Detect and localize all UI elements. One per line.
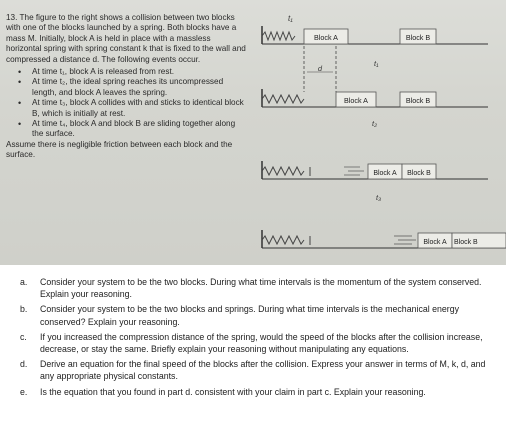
- block-a-label: Block A: [344, 96, 368, 105]
- question-item: [16, 276, 496, 300]
- collision-diagram: [248, 0, 506, 265]
- question-item: [16, 386, 496, 398]
- frame-t4: [262, 230, 506, 248]
- question-text: Consider your system to be the two blocks. During what time intervals is the momentum of the system conserved. Explain your reasoning.: [40, 277, 482, 300]
- question-text: Derive an equation for the final speed of the blocks after the collision. Express your answer in terms of M, k, d, and any appropriate physical constants.: [40, 359, 486, 382]
- question-item: [16, 331, 496, 355]
- time-label: t₂: [372, 119, 377, 128]
- question-label: e.: [20, 386, 28, 397]
- time-label: t₁: [374, 59, 379, 68]
- event-item: • At time t₁, block A is released from rest.: [18, 67, 246, 77]
- block-a-label: Block A: [314, 33, 338, 42]
- friction-assumption: Assume there is negligible friction between each block and the surface.: [6, 139, 233, 160]
- spring-compressed: [262, 32, 295, 40]
- question-text: Is the equation that you found in part d. consistent with your claim in part c. Explain your reasoning.: [40, 386, 426, 397]
- event-item: • At time t₃, block A collides with and sticks to identical block B, which is initially at rest.: [18, 98, 246, 119]
- spring-relaxed: [262, 236, 304, 244]
- frame-t2: [262, 89, 488, 128]
- block-b-label: Block B: [407, 170, 431, 177]
- question-list: [16, 276, 496, 401]
- question-label: c.: [20, 331, 27, 342]
- time-label: t₁: [288, 14, 293, 23]
- event-item: • At time t₂, the ideal spring reaches its uncompressed length, and block A leaves the spring.: [18, 77, 246, 98]
- frame-t3: [262, 161, 488, 202]
- problem-statement: [6, 13, 246, 161]
- distance-marker: [304, 46, 379, 92]
- event-item: • At time t₄, block A and block B are sliding together along the surface.: [18, 119, 246, 140]
- collision-figure: [248, 0, 506, 265]
- block-b-label: Block B: [405, 96, 431, 105]
- block-b-label: Block B: [405, 33, 431, 42]
- time-label: t₃: [376, 193, 382, 202]
- question-text: If you increased the compression distance of the spring, would the speed of the blocks after the collision increase, decrease, or stay the same. Briefly explain your reasoning without manipulating any equations.: [40, 331, 483, 355]
- event-list: [6, 67, 246, 140]
- block-a-label: Block A: [373, 170, 397, 177]
- question-label: d.: [20, 359, 28, 370]
- block-b-label: Block B: [454, 239, 478, 246]
- distance-label: d: [317, 64, 323, 73]
- spring-relaxed: [262, 95, 304, 103]
- frame-t1: [262, 14, 488, 44]
- question-label: a.: [20, 277, 28, 287]
- problem-intro: 13. The figure to the right shows a collision between two blocks with one of the blocks launched by a spring. Both blocks have a mass M. Initially, block A is held in place with a massless horizontal spring with spring constant k that is fixed to the wall and compressed a distance d. The following events occur.: [6, 13, 246, 64]
- question-label: b.: [20, 304, 28, 315]
- question-item: [16, 358, 496, 382]
- question-item: [16, 303, 496, 327]
- spring-relaxed: [262, 167, 304, 175]
- block-a-label: Block A: [423, 239, 447, 246]
- question-text: Consider your system to be the two blocks and springs. During what time intervals is the mechanical energy conserved? Explain your reasoning.: [40, 304, 460, 327]
